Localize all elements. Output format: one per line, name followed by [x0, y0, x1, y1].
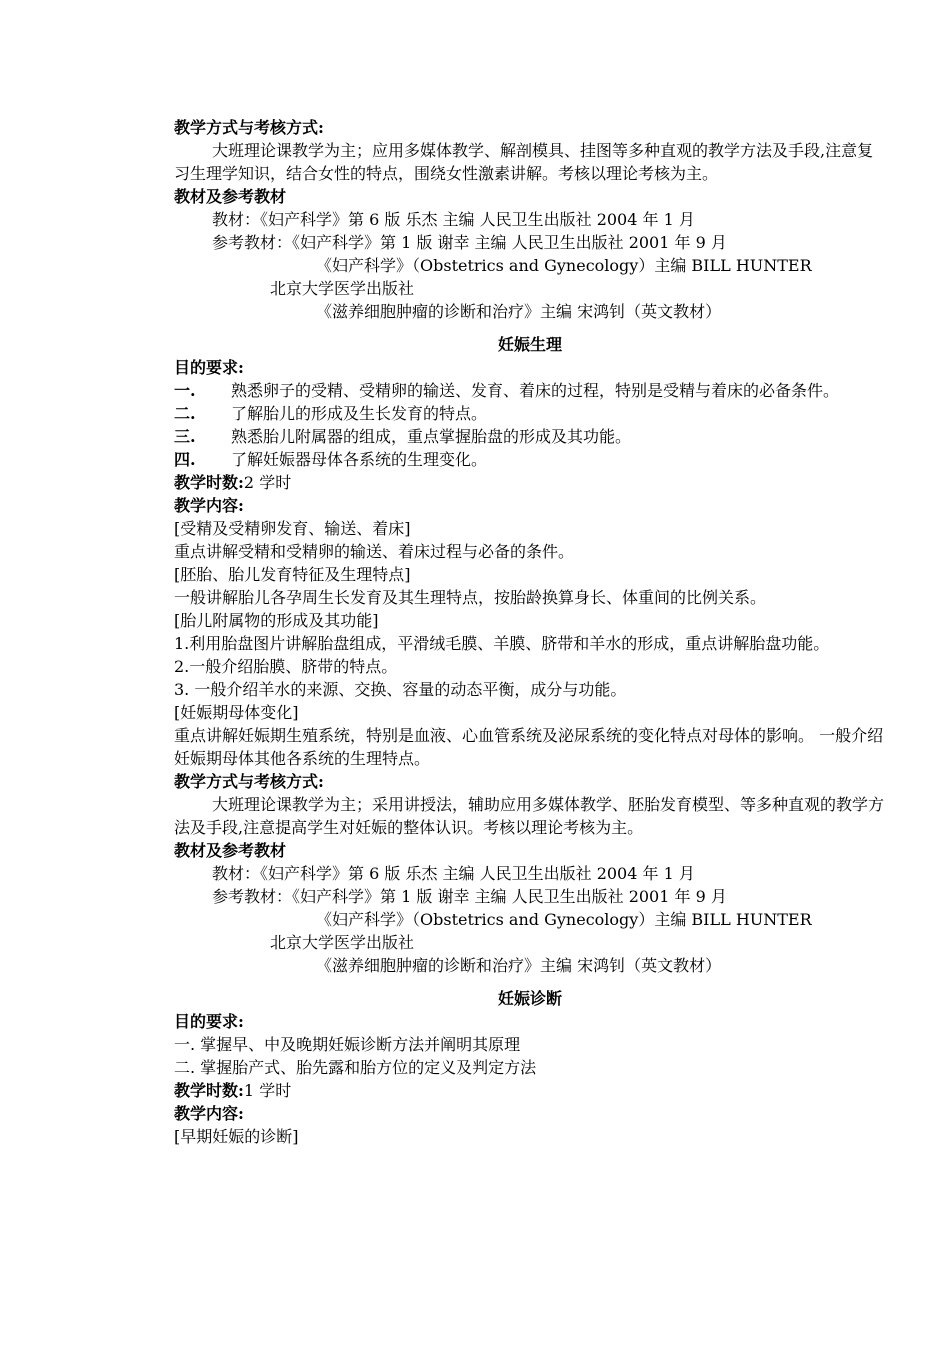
reference-publisher: 北京大学医学出版社 — [270, 933, 415, 952]
goal-text: 了解妊娠器母体各系统的生理变化。 — [231, 450, 488, 469]
hours-value: 1 学时 — [243, 1081, 292, 1100]
textbook-heading: 教材及参考教材 — [174, 841, 287, 860]
content-heading: 教学内容: — [174, 496, 244, 515]
content-line: [胚胎、胎儿发育特征及生理特点] — [174, 565, 411, 584]
goal-item — [174, 402, 886, 425]
content-line: 重点讲解受精和受精卵的输送、着床过程与必备的条件。 — [174, 542, 575, 561]
reference-line: 参考教材：《妇产科学》第 1 版 谢幸 主编 人民卫生出版社 2001 年 9 月 — [212, 233, 727, 252]
reference-line: 《滋养细胞肿瘤的诊断和治疗》主编 宋鸿钊（英文教材） — [316, 956, 722, 975]
method-text: 大班理论课教学为主；应用多媒体教学、解剖模具、挂图等多种直观的教学方法及手段,注意复习生理学知识，结合女性的特点，围绕女性激素讲解。考核以理论考核为主。 — [174, 141, 874, 183]
goal-text: 熟悉卵子的受精、受精卵的输送、发育、着床的过程，特别是受精与着床的必备条件。 — [231, 381, 840, 400]
method-text: 大班理论课教学为主；采用讲授法，辅助应用多媒体教学、胚胎发育模型、等多种直观的教学方法及手段,注意提高学生对妊娠的整体认识。考核以理论考核为主。 — [174, 795, 885, 837]
goal-number: 一. — [174, 381, 196, 400]
content-line: 一般讲解胎儿各孕周生长发育及其生理特点，按胎龄换算身长、体重间的比例关系。 — [174, 588, 767, 607]
content-line: 1.利用胎盘图片讲解胎盘组成，平滑绒毛膜、羊膜、脐带和羊水的形成，重点讲解胎盘功能。 — [174, 634, 830, 653]
goal-item — [174, 425, 886, 448]
section-title: 妊娠诊断 — [497, 989, 562, 1008]
goal-item — [174, 448, 886, 471]
content-line: [妊娠期母体变化] — [174, 703, 299, 722]
textbook-heading: 教材及参考教材 — [174, 187, 287, 206]
goal-number: 三. — [174, 427, 196, 446]
goal-heading: 目的要求: — [174, 1012, 244, 1031]
hours-line — [174, 1079, 886, 1102]
reference-line: 《滋养细胞肿瘤的诊断和治疗》主编 宋鸿钊（英文教材） — [316, 302, 722, 321]
goal-number: 二. — [174, 404, 196, 423]
content-line: [胎儿附属物的形成及其功能] — [174, 611, 379, 630]
textbook-line: 教材：《妇产科学》第 6 版 乐杰 主编 人民卫生出版社 2004 年 1 月 — [212, 210, 695, 229]
content-line: 3. 一般介绍羊水的来源、交换、容量的动态平衡，成分与功能。 — [174, 680, 627, 699]
method-heading: 教学方式与考核方式: — [174, 118, 324, 137]
content-line: [受精及受精卵发育、输送、着床] — [174, 519, 411, 538]
textbook-line: 教材：《妇产科学》第 6 版 乐杰 主编 人民卫生出版社 2004 年 1 月 — [212, 864, 695, 883]
hours-label: 教学时数: — [174, 473, 244, 492]
reference-publisher: 北京大学医学出版社 — [270, 279, 415, 298]
hours-value: 2 学时 — [243, 473, 292, 492]
reference-line: 《妇产科学》（Obstetrics and Gynecology）主编 BILL HUNTER — [316, 256, 812, 275]
goal-item — [174, 379, 886, 402]
reference-line: 《妇产科学》（Obstetrics and Gynecology）主编 BILL HUNTER — [316, 910, 812, 929]
content-line: 重点讲解妊娠期生殖系统，特别是血液、心血管系统及泌尿系统的变化特点对母体的影响。 一般介绍妊娠期母体其他各系统的生理特点。 — [174, 726, 884, 768]
hours-label: 教学时数: — [174, 1081, 244, 1100]
section-title: 妊娠生理 — [497, 335, 562, 354]
goal-item: 二. 掌握胎产式、胎先露和胎方位的定义及判定方法 — [174, 1058, 537, 1077]
content-line: [早期妊娠的诊断] — [174, 1127, 299, 1146]
content-heading: 教学内容: — [174, 1104, 244, 1123]
goal-text: 了解胎儿的形成及生长发育的特点。 — [231, 404, 488, 423]
goal-number: 四. — [174, 450, 196, 469]
document-page — [174, 116, 886, 1148]
method-heading: 教学方式与考核方式: — [174, 772, 324, 791]
content-line: 2.一般介绍胎膜、脐带的特点。 — [174, 657, 398, 676]
hours-line — [174, 471, 886, 494]
goal-heading: 目的要求: — [174, 358, 244, 377]
goal-text: 熟悉胎儿附属器的组成，重点掌握胎盘的形成及其功能。 — [231, 427, 632, 446]
goal-item: 一. 掌握早、中及晚期妊娠诊断方法并阐明其原理 — [174, 1035, 521, 1054]
reference-line: 参考教材：《妇产科学》第 1 版 谢幸 主编 人民卫生出版社 2001 年 9 月 — [212, 887, 727, 906]
